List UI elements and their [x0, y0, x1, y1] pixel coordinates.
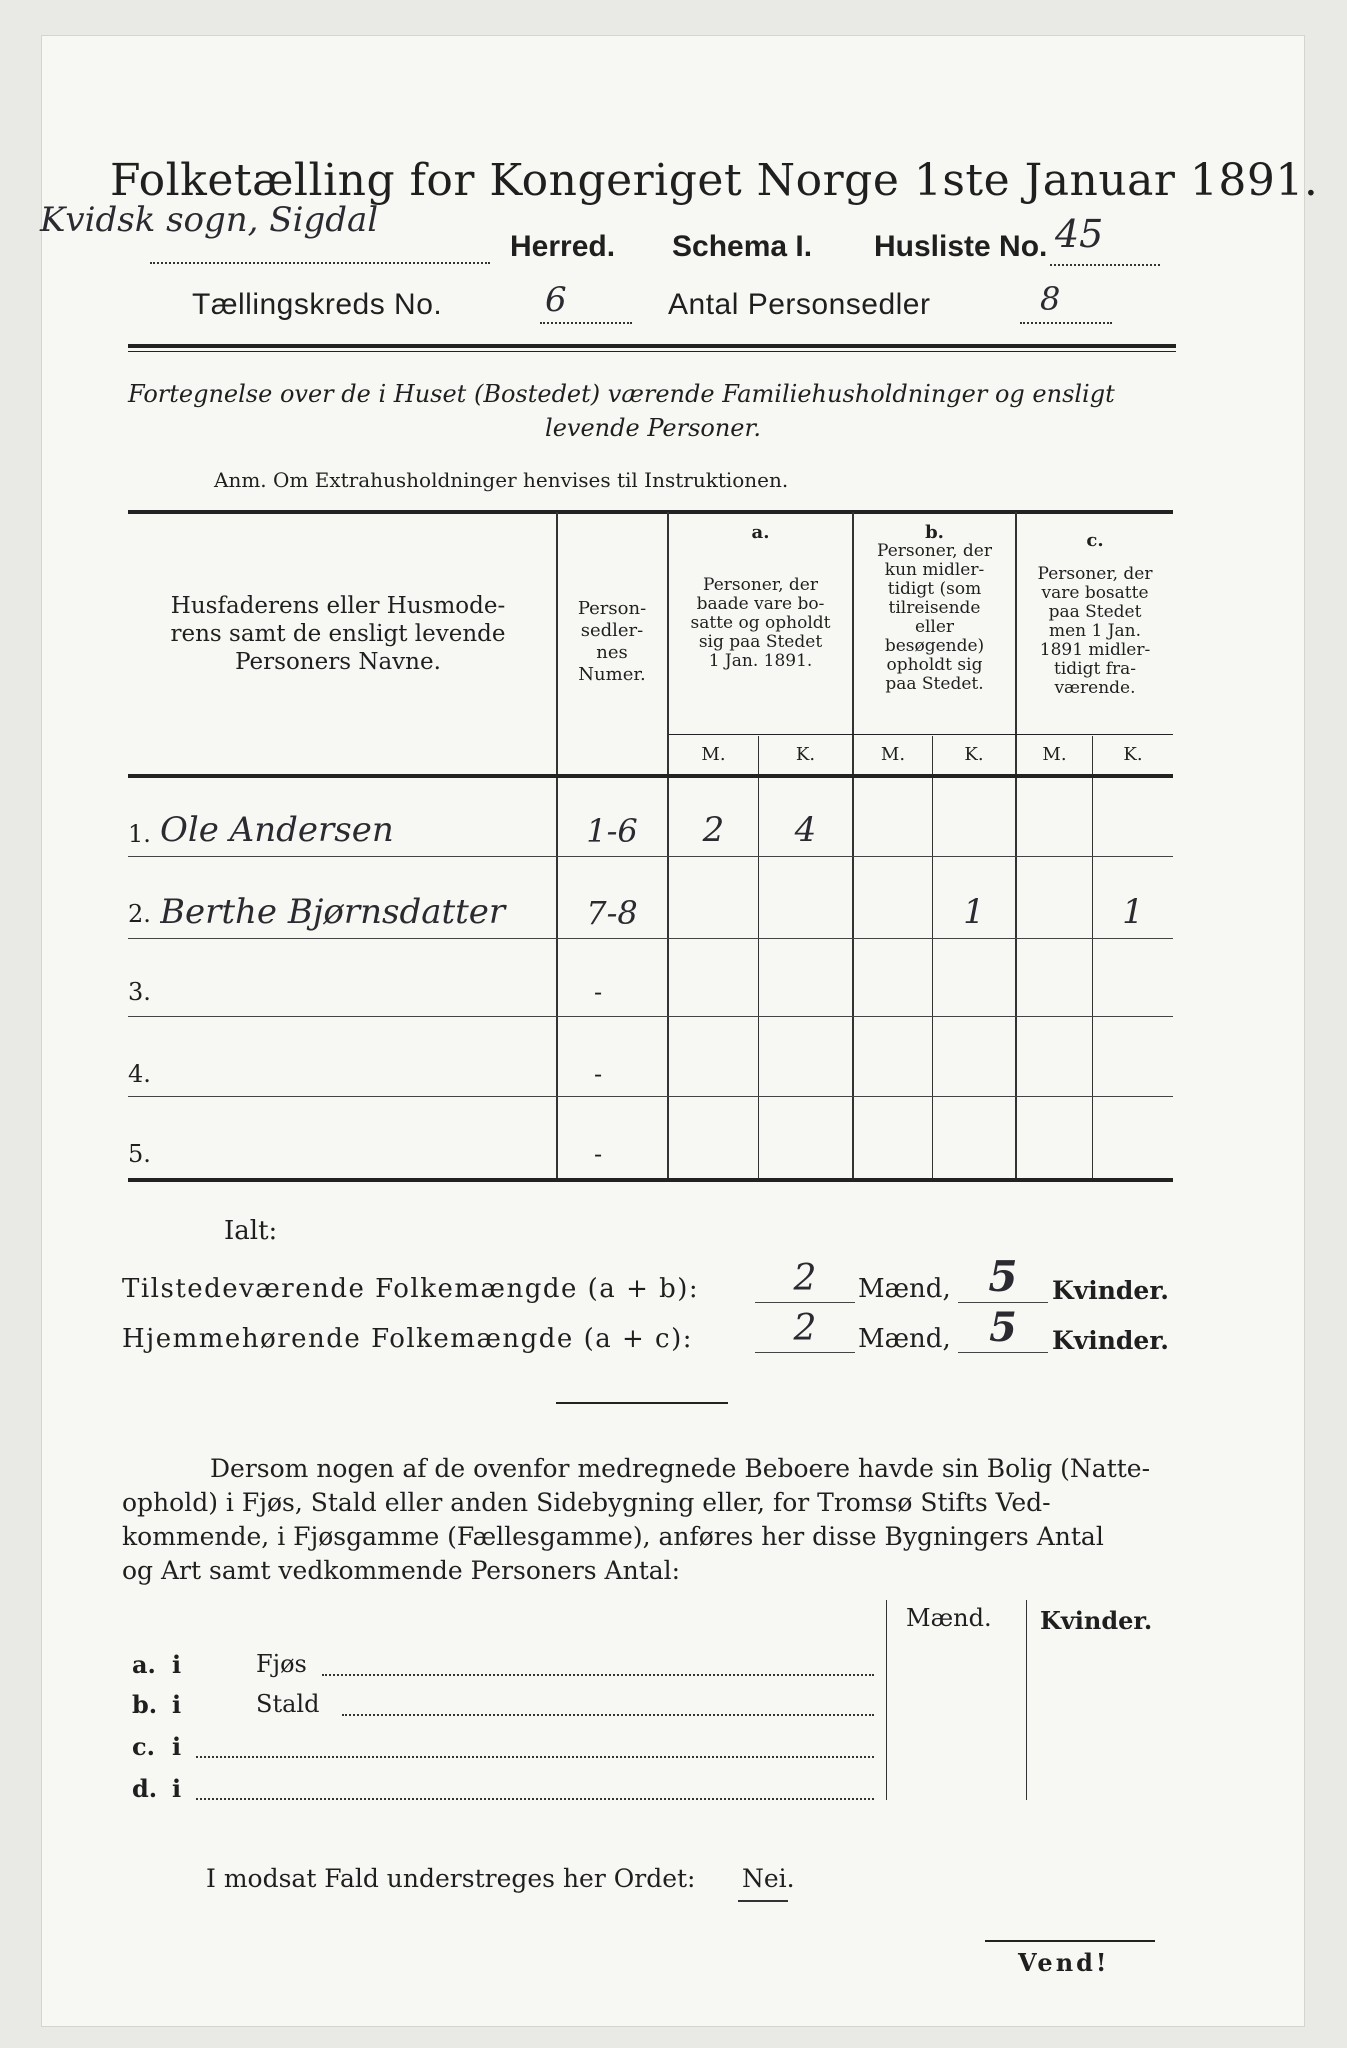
blank-line	[958, 1352, 1048, 1353]
divider	[886, 1600, 887, 1800]
sub-c-m: M.	[1042, 744, 1067, 765]
col-b-letter: b.	[925, 522, 944, 543]
sub-b-k: K.	[964, 744, 984, 765]
row-person-numbers: -	[593, 1060, 603, 1088]
header-line: nes	[596, 642, 628, 663]
hjemme-maend-value: 2	[793, 1308, 817, 1349]
antal-value: 8	[1040, 280, 1061, 318]
header-line: paa Stedet.	[885, 674, 984, 694]
header-line: eller	[914, 617, 955, 637]
hjemme-label: Hjemmehørende Folkemængde (a + c):	[122, 1324, 693, 1354]
nei-word: Nei.	[742, 1864, 795, 1893]
sub-a-m: M.	[701, 744, 726, 765]
row-person-numbers: -	[593, 1140, 603, 1168]
item-letter: b.	[132, 1690, 158, 1719]
hjemme-maend-label: Mænd,	[858, 1324, 951, 1354]
item-dotted-line	[322, 1674, 874, 1676]
census-form-page	[42, 36, 1319, 2026]
header-line: Personers Navne.	[235, 649, 441, 675]
header-line: satte og opholdt	[690, 613, 831, 633]
header-line: 1891 midler-	[1039, 640, 1151, 660]
item-letter: a.	[132, 1650, 156, 1679]
tilstede-label: Tilstedeværende Folkemængde (a + b):	[122, 1274, 700, 1304]
antal-label: Antal Personsedler	[668, 288, 931, 321]
row-a-k: 4	[794, 810, 817, 850]
header-rule-thin	[128, 351, 1176, 352]
header-line: Person-	[577, 598, 647, 619]
row-a-m: 2	[702, 810, 725, 850]
table-bottom-rule	[128, 1178, 1173, 1182]
form-title: Folketælling for Kongeriget Norge 1ste Januar 1891.	[110, 155, 1319, 206]
col-number-header	[558, 598, 666, 686]
col-a-header	[669, 576, 852, 671]
sub-c-k: K.	[1123, 744, 1143, 765]
header-line: tidigt (som	[887, 579, 982, 599]
header-line: Personer, der	[877, 541, 992, 561]
header-line: 1 Jan. 1891.	[708, 651, 813, 671]
col-b-header	[854, 542, 1015, 694]
item-i: i	[172, 1774, 182, 1803]
ialt-label: Ialt:	[224, 1216, 278, 1246]
blank-line	[755, 1302, 855, 1303]
paragraph-line: Dersom nogen af de ovenfor medregnede Beboere havde sin Bolig (Natte-	[210, 1454, 1151, 1483]
sub-b-m: M.	[880, 744, 906, 765]
item-dotted-line	[196, 1798, 874, 1800]
intro-line-2: levende Personer.	[545, 414, 761, 442]
herred-label: Herred.	[510, 230, 616, 263]
row-b-k: 1	[963, 892, 985, 932]
husliste-value: 45	[1055, 212, 1104, 256]
col-a-letter: a.	[751, 522, 770, 543]
row-rule	[128, 1016, 1173, 1017]
herred-value: Kvidsk sogn, Sigdal	[40, 200, 379, 240]
blank-line	[958, 1302, 1048, 1303]
item-i: i	[172, 1650, 182, 1679]
header-line: sig paa Stedet	[698, 632, 823, 652]
row-c-k: 1	[1122, 892, 1144, 932]
paragraph-line: ophold) i Fjøs, Stald eller anden Sidebygning eller, for Tromsø Stifts Ved-	[122, 1488, 1051, 1517]
divider	[932, 778, 933, 1178]
header-line: opholdt sig	[886, 655, 983, 675]
header-text: rens samt de ensligt levende	[170, 621, 506, 647]
herred-dotted-line	[150, 262, 490, 264]
schema-label: Schema I.	[672, 230, 813, 263]
tilstede-maend-label: Mænd,	[858, 1274, 951, 1304]
item-i: i	[172, 1690, 182, 1719]
header-line: Numer.	[578, 664, 646, 685]
row-person-numbers: -	[593, 978, 603, 1006]
paragraph-line: og Art samt vedkommende Personers Antal:	[122, 1556, 681, 1585]
header-line: Husfaderens eller Husmode-	[170, 593, 506, 619]
divider	[1015, 778, 1017, 1178]
row-number: 5.	[128, 1140, 151, 1168]
taellingskreds-dotted-line	[540, 322, 632, 324]
anm-note: Anm. Om Extrahusholdninger henvises til Instruktionen.	[214, 468, 789, 492]
item-i: i	[172, 1732, 182, 1761]
taellingskreds-label: Tællingskreds No.	[192, 288, 443, 321]
section-divider	[556, 1402, 728, 1404]
taellingskreds-value: 6	[545, 280, 567, 320]
row-number: 4.	[128, 1060, 151, 1088]
header-line: vare bosatte	[1041, 583, 1149, 603]
row-person-numbers: 1-6	[586, 812, 638, 850]
buildings-paragraph	[122, 1452, 1177, 1588]
tilstede-maend-value: 2	[793, 1258, 817, 1299]
nei-underline	[738, 1900, 788, 1902]
row-name: Berthe Bjørnsdatter	[160, 892, 506, 932]
header-rule-thick	[128, 344, 1176, 348]
col-c-letter: c.	[1086, 530, 1104, 551]
row-number: 2.	[128, 900, 151, 928]
hjemme-kvinder-value: 5	[989, 1304, 1017, 1351]
modsat-text: I modsat Fald understreges her Ordet:	[206, 1864, 696, 1893]
header-line: Personer, der	[1037, 564, 1153, 584]
col-name-header	[128, 592, 548, 676]
paragraph-line: kommende, i Fjøsgamme (Fællesgamme), anføres her disse Bygningers Antal	[122, 1522, 1104, 1551]
header-line: baade vare bo-	[696, 594, 825, 614]
header-line: kun midler-	[884, 560, 985, 580]
antal-dotted-line	[1020, 322, 1112, 324]
header-line: Personer, der	[703, 575, 818, 595]
header-line	[128, 620, 548, 648]
subheader-rule	[669, 734, 1173, 735]
hjemme-kvinder-label: Kvinder.	[1052, 1326, 1169, 1355]
row-number: 1.	[128, 820, 151, 848]
tilstede-kvinder-value: 5	[988, 1252, 1018, 1301]
header-line: paa Stedet	[1048, 602, 1142, 622]
item-letter: c.	[132, 1732, 155, 1761]
col-c-header	[1017, 565, 1173, 698]
row-name: Ole Andersen	[160, 810, 394, 850]
header-line: sedler-	[580, 620, 644, 641]
item-label: Fjøs	[256, 1650, 307, 1678]
vend-label: Vend!	[1018, 1948, 1110, 1977]
footer-rule	[985, 1940, 1155, 1942]
row-rule	[128, 856, 1173, 857]
header-line: besøgende)	[884, 636, 985, 656]
divider	[1092, 778, 1093, 1178]
husliste-label: Husliste No.	[874, 230, 1048, 263]
header-line: værende.	[1054, 678, 1136, 698]
tilstede-kvinder-label: Kvinder.	[1052, 1276, 1169, 1305]
item-dotted-line	[196, 1756, 874, 1758]
sub-a-k: K.	[795, 744, 816, 765]
header-line: tilreisende	[888, 598, 981, 618]
row-person-numbers: 7-8	[586, 894, 638, 932]
blank-line	[755, 1352, 855, 1353]
header-line: men 1 Jan.	[1048, 621, 1142, 641]
intro-line-1: Fortegnelse over de i Huset (Bostedet) værende Familiehusholdninger og ensligt	[128, 380, 1115, 408]
item-dotted-line	[342, 1714, 874, 1716]
item-label: Stald	[256, 1690, 320, 1718]
row-rule	[128, 1096, 1173, 1097]
divider	[1026, 1600, 1027, 1800]
divider	[852, 778, 854, 1178]
row-number: 3.	[128, 978, 151, 1006]
header-line: tidigt fra-	[1053, 659, 1136, 679]
row-rule	[128, 938, 1173, 939]
buildings-kvinder-header: Kvinder.	[1040, 1606, 1153, 1635]
husliste-dotted-line	[1050, 264, 1160, 266]
buildings-maend-header: Mænd.	[906, 1604, 992, 1632]
item-letter: d.	[132, 1774, 158, 1803]
